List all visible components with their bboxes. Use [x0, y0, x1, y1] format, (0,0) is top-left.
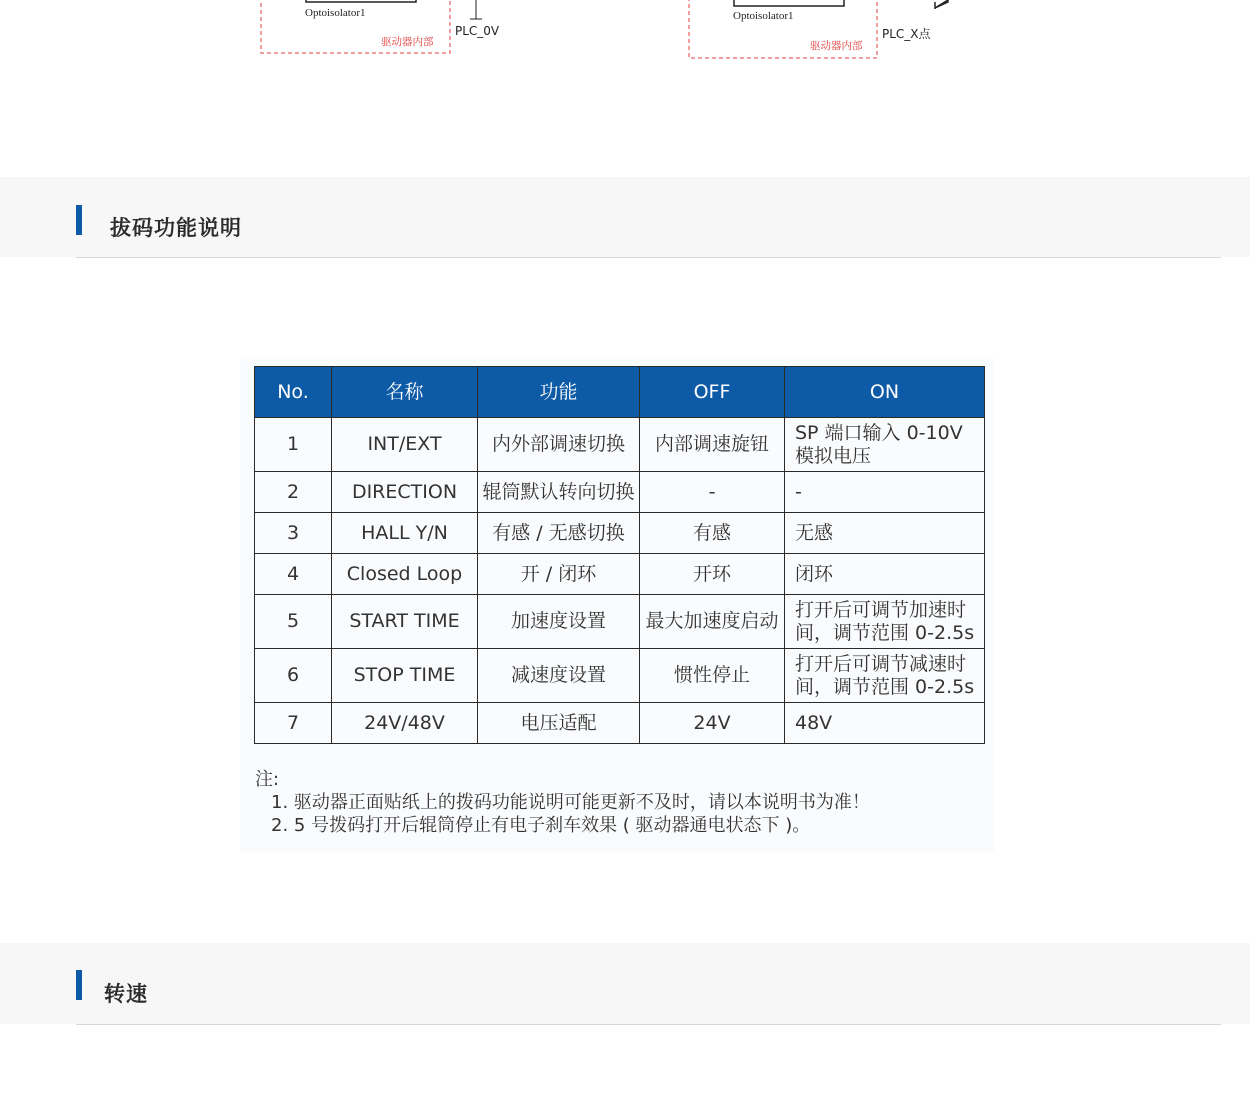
cell-function: 开 / 闭环: [478, 554, 640, 595]
right-optoisolator-label: Optoisolator1: [733, 10, 794, 22]
section-divider: [76, 1024, 1221, 1025]
table-row: [255, 513, 985, 554]
cell-name: INT/EXT: [332, 418, 478, 472]
section-title: 拔码功能说明: [110, 216, 242, 240]
cell-no: 6: [255, 649, 332, 703]
cell-no: 5: [255, 595, 332, 649]
cell-name: DIRECTION: [332, 472, 478, 513]
cell-off: 惯性停止: [640, 649, 785, 703]
table-row: [255, 703, 985, 744]
col-header-off: OFF: [640, 367, 785, 418]
table-row: [255, 472, 985, 513]
col-header-on: ON: [785, 367, 985, 418]
cell-on: 闭环: [785, 554, 985, 595]
cell-off: 有感: [640, 513, 785, 554]
cell-no: 2: [255, 472, 332, 513]
dip-switch-table: [254, 366, 985, 744]
cell-function: 内外部调速切换: [478, 418, 640, 472]
left-terminal: [455, 0, 500, 38]
section-title: 转速: [104, 982, 148, 1006]
col-header-name: 名称: [332, 367, 478, 418]
cell-on: 打开后可调节减速时间，调节范围 0-2.5s: [785, 649, 985, 703]
table-row: [255, 649, 985, 703]
col-header-function: 功能: [478, 367, 640, 418]
cell-no: 4: [255, 554, 332, 595]
cell-name: Closed Loop: [332, 554, 478, 595]
right-terminal-label: PLC_X点: [882, 27, 931, 41]
left-terminal-label: PLC_0V: [455, 24, 500, 38]
col-header-no: No.: [255, 367, 332, 418]
cell-off: 内部调速旋钮: [640, 418, 785, 472]
cell-no: 1: [255, 418, 332, 472]
left-box-label: 驱动器内部: [381, 36, 434, 48]
cell-function: 减速度设置: [478, 649, 640, 703]
left-driver-box: [261, 0, 450, 53]
cell-off: 最大加速度启动: [640, 595, 785, 649]
cell-function: 电压适配: [478, 703, 640, 744]
cell-off: 24V: [640, 703, 785, 744]
cell-name: START TIME: [332, 595, 478, 649]
note-item: 2. 5 号拨码打开后辊筒停止有电子刹车效果 ( 驱动器通电状态下 )。: [271, 815, 811, 836]
section-header-band: [0, 943, 1250, 1024]
notes-block: [255, 768, 870, 837]
right-driver-box: [689, 0, 877, 58]
cell-off: 开环: [640, 554, 785, 595]
note-item: 1. 驱动器正面贴纸上的拨码功能说明可能更新不及时，请以本说明书为准！: [271, 792, 870, 813]
cell-no: 3: [255, 513, 332, 554]
left-optoisolator-label: Optoisolator1: [305, 7, 366, 19]
cell-on: -: [785, 472, 985, 513]
table-header-row: [255, 367, 985, 418]
wiring-diagram: [0, 0, 1250, 70]
cell-on: 打开后可调节加速时间，调节范围 0-2.5s: [785, 595, 985, 649]
cell-name: STOP TIME: [332, 649, 478, 703]
table-row: [255, 595, 985, 649]
cell-function: 有感 / 无感切换: [478, 513, 640, 554]
right-terminal: [882, 0, 948, 41]
cell-on: 无感: [785, 513, 985, 554]
cell-off: -: [640, 472, 785, 513]
cell-function: 辊筒默认转向切换: [478, 472, 640, 513]
table-row: [255, 554, 985, 595]
right-box-label: 驱动器内部: [810, 40, 863, 52]
section-divider: [76, 257, 1221, 258]
table-row: [255, 418, 985, 472]
section-accent-bar: [76, 205, 82, 235]
cell-on: 48V: [785, 703, 985, 744]
notes-heading: 注:: [255, 769, 280, 790]
cell-no: 7: [255, 703, 332, 744]
cell-on: SP 端口输入 0-10V 模拟电压: [785, 418, 985, 472]
section-accent-bar: [76, 970, 82, 1000]
cell-function: 加速度设置: [478, 595, 640, 649]
cell-name: HALL Y/N: [332, 513, 478, 554]
cell-name: 24V/48V: [332, 703, 478, 744]
